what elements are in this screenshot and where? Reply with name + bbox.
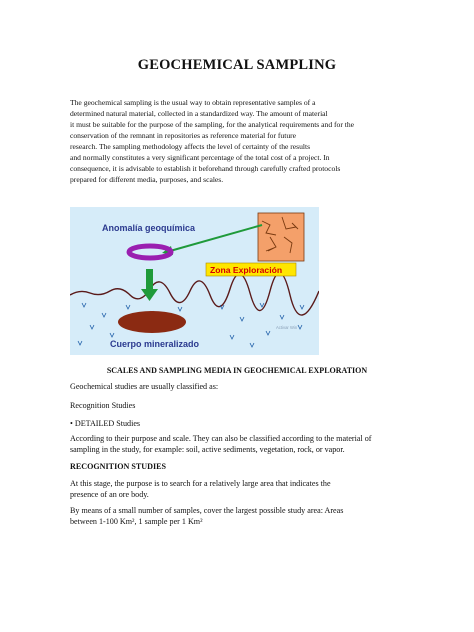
paragraph: Geochemical studies are usually classified as:: [70, 382, 219, 391]
intro-line: determined natural material, collected in a standardized way. The amount of material: [70, 109, 328, 119]
intro-line: The geochemical sampling is the usual way to obtain representative samples of a: [70, 98, 316, 107]
intro-line: and normally constitutes a very significant percentage of the total cost of a project. In: [70, 153, 330, 163]
paragraph: Recognition Studies: [70, 401, 136, 410]
bullet-item: • DETAILED Studies: [70, 419, 141, 428]
paragraph: [70, 505, 410, 527]
rock-outcrop-icon: [258, 213, 304, 261]
intro-line: conservation of the remnant in repositories as reference material for future: [70, 131, 297, 141]
paragraph-line: between 1-100 Km², 1 sample per 1 Km²: [70, 517, 203, 526]
paragraph: [70, 433, 410, 455]
subsection-heading: RECOGNITION STUDIES: [70, 462, 167, 471]
geochemical-diagram: [70, 207, 319, 355]
ore-body: [118, 311, 186, 333]
paragraph-line: sampling in the study, for example: soil, active sediments, vegetation, rock, or vapor.: [70, 445, 345, 454]
paragraph: [70, 478, 410, 500]
document-title: GEOCHEMICAL SAMPLING: [137, 57, 337, 73]
intro-line: consequence, it is advisable to establish it beforehand through carefully crafted protocols: [70, 164, 341, 174]
zone-label: Zona Exploración: [210, 265, 283, 275]
paragraph-line: At this stage, the purpose is to search for a relatively large area that indicates the: [70, 479, 331, 488]
paragraph-line: According to their purpose and scale. They can also be classified according to the material of: [70, 434, 372, 443]
paragraph-line: By means of a small number of samples, cover the largest possible study area: Areas: [70, 506, 344, 515]
intro-line: it must be suitable for the purpose of the sampling, for the analytical requirements and for the: [70, 120, 355, 130]
watermark-text: Activar Win: [276, 325, 298, 330]
intro-line: research. The sampling methodology affects the level of certainty of the results: [70, 142, 311, 152]
section-heading: SCALES AND SAMPLING MEDIA IN GEOCHEMICAL EXPLORATION: [106, 366, 368, 375]
anomaly-label: Anomalía geoquímica: [102, 223, 196, 233]
ore-body-label: Cuerpo mineralizado: [110, 339, 200, 349]
intro-paragraph: [70, 97, 400, 185]
intro-line: prepared for different media, purposes, and scales.: [70, 175, 224, 185]
paragraph-line: presence of an ore body.: [70, 490, 149, 499]
